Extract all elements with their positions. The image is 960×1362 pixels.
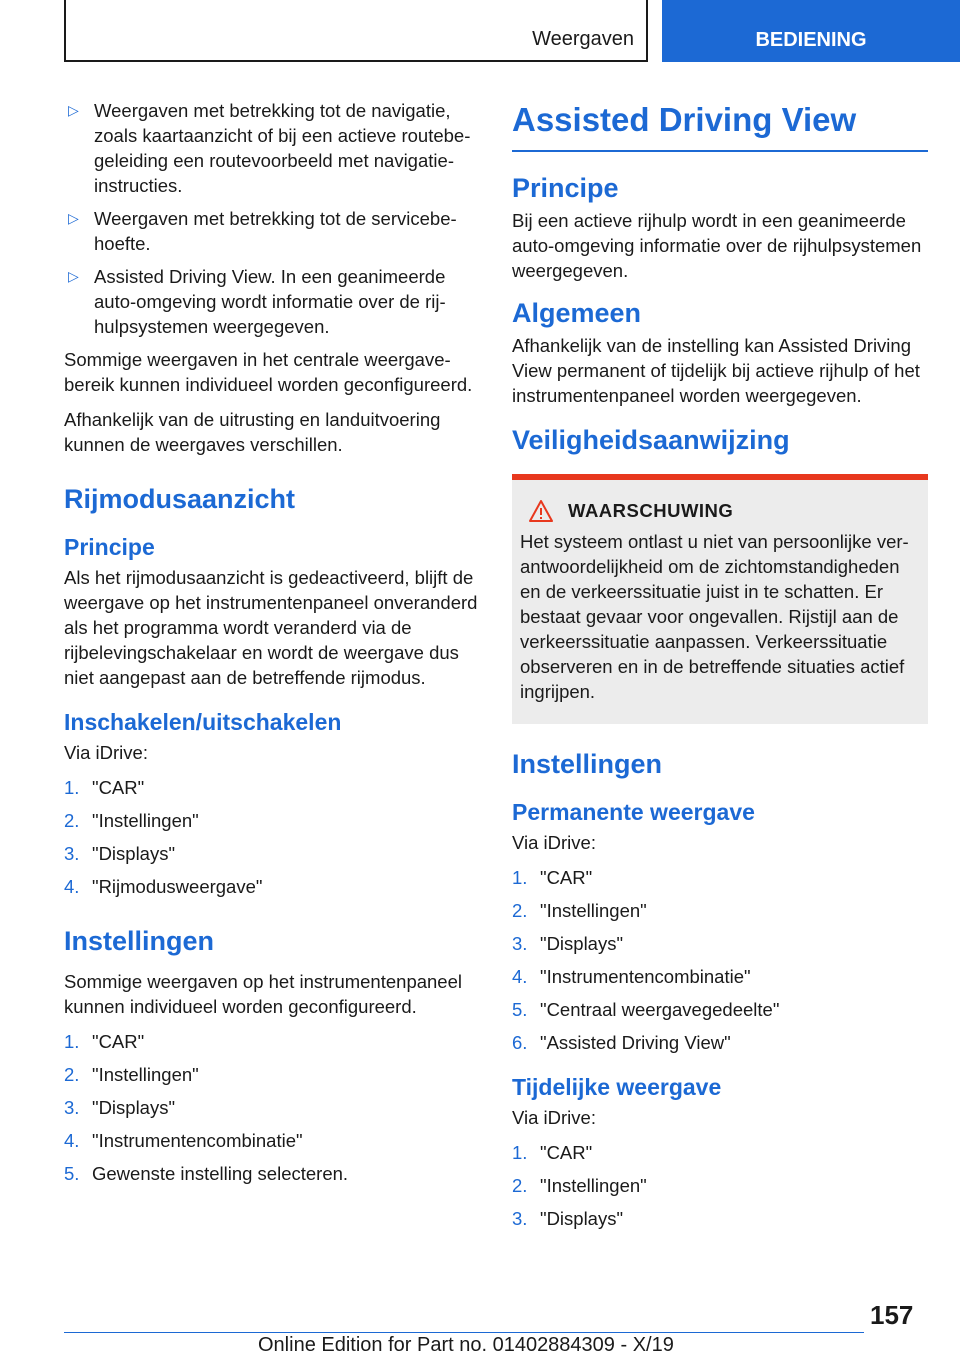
list-item: 5. Gewenste instelling selecteren. <box>64 1163 349 1184</box>
subheading-permanent: Permanente weergave <box>512 799 755 825</box>
list-item: 2. "Instellingen" <box>512 900 647 921</box>
right-column <box>512 98 928 1241</box>
triangle-bullet-icon: ▷ <box>68 210 79 226</box>
via-idrive: Via iDrive: <box>512 1107 596 1128</box>
instellingen-steps <box>64 1029 478 1186</box>
list-item: 4. "Instrumentencombinatie" <box>512 966 751 987</box>
list-item: 3. "Displays" <box>512 1208 624 1229</box>
rijmodus-steps <box>64 775 478 899</box>
section-title: Weergaven <box>532 28 634 50</box>
section-heading-rijmodus: Rijmodusaanzicht <box>64 484 296 514</box>
list-item: 1. "CAR" <box>64 777 145 798</box>
page-number: 157 <box>870 1300 914 1330</box>
warning-title: WAARSCHUWING <box>568 500 734 521</box>
heading-instellingen: Instellingen <box>512 749 663 779</box>
paragraph: Sommige weergaven in het centrale weergavebereik kunnen individueel worden geconfigureerd. <box>64 349 473 395</box>
list-item: ▷ Assisted Driving View. In een geanimeerde auto-omgeving wordt informatie over de rijhulpsystemen weergegeven. <box>68 266 446 337</box>
footer-divider <box>64 1332 864 1333</box>
list-item: 2. "Instellingen" <box>512 1175 647 1196</box>
list-item: ▷ Weergaven met betrekking tot de navigatie, zoals kaartaanzicht of bij een actieve routebegeleiding een routevoorbeeld met navigatieinstructies. <box>68 100 471 196</box>
subheading-tijdelijk: Tijdelijke weergave <box>512 1074 722 1100</box>
via-idrive: Via iDrive: <box>64 742 148 763</box>
list-item: 3. "Displays" <box>64 1097 176 1118</box>
via-idrive: Via iDrive: <box>512 832 596 853</box>
list-item: 4. "Rijmodusweergave" <box>64 876 263 897</box>
list-item: 1. "CAR" <box>512 867 593 888</box>
list-item: 6. "Assisted Driving View" <box>512 1032 731 1053</box>
triangle-bullet-icon: ▷ <box>68 268 79 284</box>
heading-algemeen: Algemeen <box>512 298 642 328</box>
list-item: 3. "Displays" <box>64 843 176 864</box>
paragraph: Sommige weergaven op het instrumentenpaneel kunnen individueel worden geconfigureerd. <box>64 971 462 1017</box>
display-bullets <box>64 98 478 339</box>
list-item: ▷ Weergaven met betrekking tot de servicebehoefte. <box>68 208 457 254</box>
subheading-principe: Principe <box>64 534 155 560</box>
list-item: 2. "Instellingen" <box>64 1064 199 1085</box>
section-heading-instellingen: Instellingen <box>64 926 215 956</box>
permanent-steps <box>512 865 928 1055</box>
heading-veiligheid: Veiligheidsaanwijzing <box>512 425 790 455</box>
subheading-toggle: Inschakelen/uitschakelen <box>64 709 342 735</box>
warning-header <box>520 498 920 523</box>
warning-text: Het systeem ontlast u niet van persoonlijke verantwoordelijkheid om de zichtomstandigheden en de verkeerssituatie juist in te schatten. Er bestaat gevaar voor ongevallen. Rijstijl aan de verkeerssituatie aanpassen. Verkeerssituatie observeren en in de betreffende situaties actief ingrijpen. <box>520 531 909 702</box>
warning-box <box>512 474 928 724</box>
triangle-bullet-icon: ▷ <box>68 102 79 118</box>
warning-triangle-icon <box>528 499 554 523</box>
list-item: 4. "Instrumentencombinatie" <box>64 1130 303 1151</box>
tijdelijk-steps <box>512 1140 928 1231</box>
list-item: 3. "Displays" <box>512 933 624 954</box>
list-item: 1. "CAR" <box>512 1142 593 1163</box>
list-item: 1. "CAR" <box>64 1031 145 1052</box>
left-column <box>64 98 478 1196</box>
chapter-tab: BEDIENING <box>662 0 960 62</box>
paragraph: Afhankelijk van de uitrusting en landuitvoering kunnen de weergaves verschillen. <box>64 409 441 455</box>
paragraph: Als het rijmodusaanzicht is gedeactiveerd, blijft de weergave op het instrumentenpaneel onveranderd als het programma wordt veranderd via de rijbelevingschakelaar en wordt de weergave dus niet aangepast aan de betreffende rijmodus. <box>64 567 478 688</box>
list-item: 2. "Instellingen" <box>64 810 199 831</box>
page-title: Assisted Driving View <box>512 98 928 152</box>
footer-edition: Online Edition for Part no. 01402884309 - X/19 <box>258 1334 674 1356</box>
list-item: 5. "Centraal weergavegedeelte" <box>512 999 780 1020</box>
paragraph: Bij een actieve rijhulp wordt in een geanimeerde auto-omgeving informatie over de rijhulpsystemen weergegeven. <box>512 210 922 281</box>
heading-principe: Principe <box>512 173 619 203</box>
paragraph: Afhankelijk van de instelling kan Assisted Driving View permanent of tijdelijk bij actieve rijhulp of het instrumentenpaneel worden weergegeven. <box>512 335 920 406</box>
